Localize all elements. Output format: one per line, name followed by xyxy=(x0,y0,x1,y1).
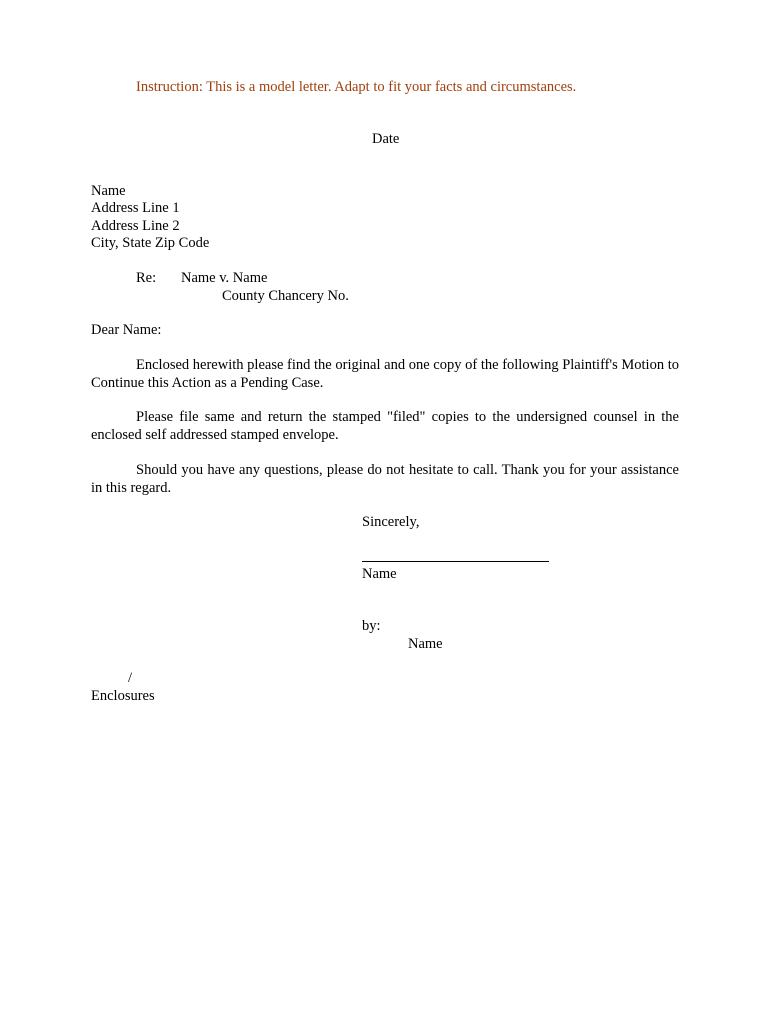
reference-label: Re: xyxy=(136,270,157,286)
salutation: Dear Name: xyxy=(91,322,162,338)
recipient-name: Name xyxy=(91,183,126,199)
signer-name: Name xyxy=(362,566,397,582)
body-paragraph-2: Please file same and return the stamped "filed" copies to the undersigned counsel in the enclosed self addressed stamped envelope. xyxy=(91,409,679,443)
by-label: by: xyxy=(362,618,381,634)
signature-line xyxy=(362,561,549,562)
reference-county: County Chancery No. xyxy=(222,288,349,304)
typist-initials: / xyxy=(128,670,133,686)
instruction-note: Instruction: This is a model letter. Adapt to fit your facts and circumstances. xyxy=(136,79,577,95)
recipient-city-state-zip: City, State Zip Code xyxy=(91,235,210,251)
body-paragraph-1: Enclosed herewith please find the original and one copy of the following Plaintiff's Motion to Continue this Action as a Pending Case. xyxy=(91,357,679,391)
recipient-address-line-2: Address Line 2 xyxy=(91,218,180,234)
closing: Sincerely, xyxy=(362,514,420,530)
enclosures-label: Enclosures xyxy=(91,688,155,704)
reference-case-name: Name v. Name xyxy=(181,270,268,286)
by-name: Name xyxy=(408,636,443,652)
letter-date: Date xyxy=(372,131,400,147)
recipient-address-line-1: Address Line 1 xyxy=(91,200,180,216)
body-paragraph-3: Should you have any questions, please do not hesitate to call. Thank you for your assistance in this regard. xyxy=(91,462,679,496)
